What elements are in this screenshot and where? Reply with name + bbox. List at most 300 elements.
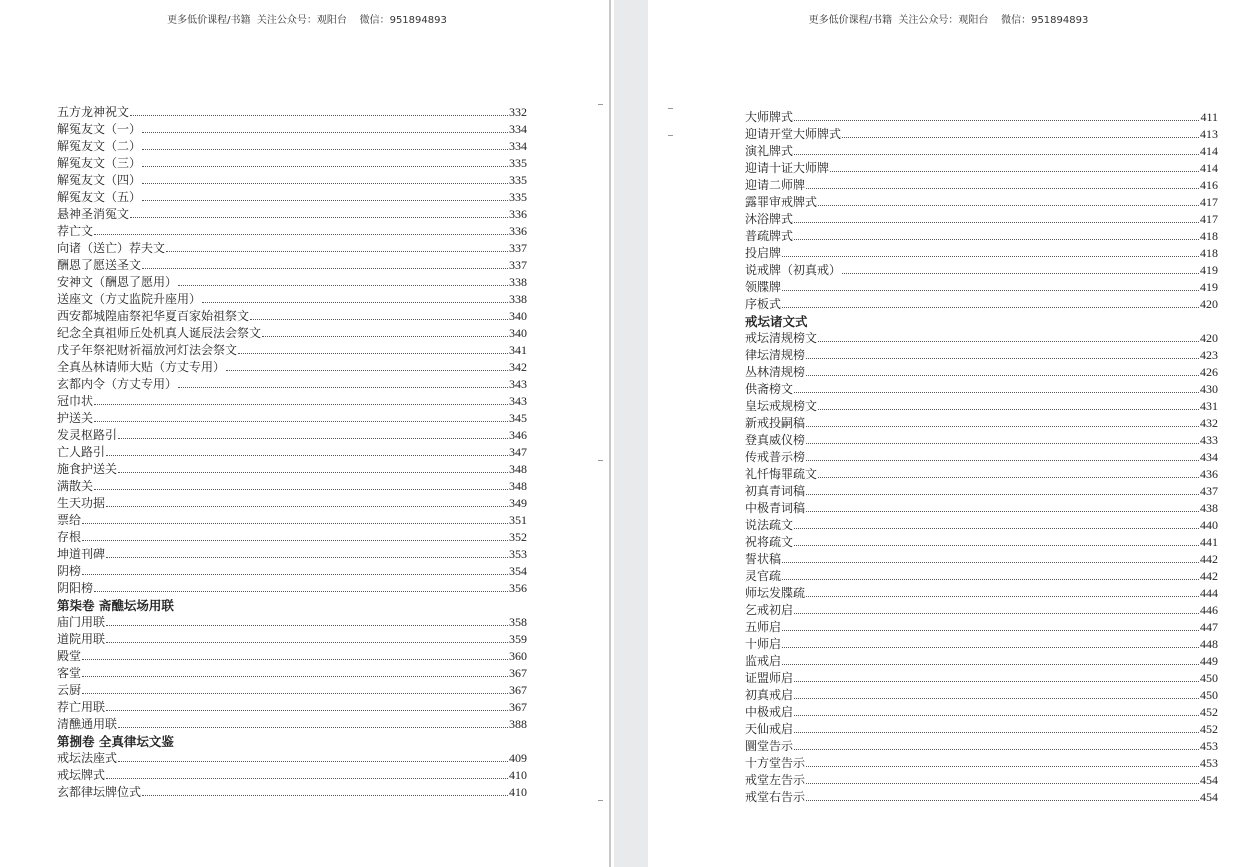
entry-page-number: 437 [1200, 484, 1218, 498]
scan-mark [598, 460, 603, 461]
toc-entry [745, 262, 1218, 279]
section-title: 第捌卷 全真律坛文鉴 [57, 734, 174, 749]
entry-title: 中极戒启 [745, 705, 794, 719]
dot-leader [82, 539, 508, 541]
entry-title: 玄都内令（方丈专用） [57, 377, 178, 391]
entry-page-number: 338 [509, 275, 527, 289]
entry-page-number: 359 [509, 632, 527, 646]
entry-page-number: 444 [1200, 586, 1218, 600]
entry-page-number: 420 [1200, 331, 1218, 345]
toc-entry [745, 517, 1218, 534]
entry-title: 十师启 [745, 637, 782, 651]
entry-title: 悬神圣消冤文 [57, 207, 130, 221]
entry-title: 迎请二师牌 [745, 178, 806, 192]
entry-title: 誓状稿 [745, 552, 782, 566]
dot-leader [818, 204, 1199, 206]
dot-leader [818, 408, 1199, 410]
toc-entry [57, 784, 527, 801]
dot-leader [238, 352, 508, 354]
entry-title: 庙门用联 [57, 615, 106, 629]
dot-leader [94, 590, 508, 592]
entry-page-number: 367 [509, 666, 527, 680]
entry-title: 道院用联 [57, 632, 106, 646]
toc-section-heading [57, 733, 527, 750]
entry-page-number: 337 [509, 241, 527, 255]
dot-leader [250, 318, 508, 320]
entry-title: 解冤友文（二） [57, 139, 142, 153]
entry-title: 满散关 [57, 479, 94, 493]
entry-page-number: 348 [509, 462, 527, 476]
entry-page-number: 349 [509, 496, 527, 510]
dot-leader [106, 556, 508, 558]
entry-page-number: 441 [1200, 535, 1218, 549]
toc-entry [745, 211, 1218, 228]
dot-leader [794, 221, 1199, 223]
entry-page-number: 413 [1200, 127, 1218, 141]
entry-title: 供斋榜文 [745, 382, 794, 396]
entry-title: 殿堂 [57, 649, 82, 663]
toc-entry [745, 432, 1218, 449]
entry-title: 戒坛清规榜文 [745, 331, 818, 345]
toc-entry [745, 636, 1218, 653]
entry-page-number: 341 [509, 343, 527, 357]
entry-page-number: 342 [509, 360, 527, 374]
toc-entry [57, 444, 527, 461]
dot-leader [82, 573, 508, 575]
entry-title: 冠巾状 [57, 394, 94, 408]
entry-title: 新戒投嗣稿 [745, 416, 806, 430]
toc-entry [57, 325, 527, 342]
dot-leader [82, 692, 508, 694]
entry-page-number: 450 [1200, 688, 1218, 702]
toc-entry [745, 687, 1218, 704]
toc-entry [745, 653, 1218, 670]
entry-page-number: 426 [1200, 365, 1218, 379]
entry-page-number: 388 [509, 717, 527, 731]
section-title: 戒坛诸文式 [745, 314, 808, 329]
toc-entry [57, 342, 527, 359]
entry-page-number: 440 [1200, 518, 1218, 532]
entry-title: 天仙戒启 [745, 722, 794, 736]
entry-page-number: 351 [509, 513, 527, 527]
toc-entry [745, 364, 1218, 381]
dot-leader [806, 187, 1199, 189]
dot-leader [106, 641, 508, 643]
dot-leader [782, 663, 1199, 665]
dot-leader [794, 238, 1199, 240]
entry-page-number: 410 [509, 785, 527, 799]
entry-page-number: 347 [509, 445, 527, 459]
dot-leader [262, 335, 508, 337]
entry-title: 师坛发牒疏 [745, 586, 806, 600]
entry-page-number: 348 [509, 479, 527, 493]
entry-page-number: 367 [509, 700, 527, 714]
dot-leader [106, 505, 508, 507]
entry-title: 西安都城隍庙祭祀华夏百家始祖祭文 [57, 309, 250, 323]
entry-title: 解冤友文（五） [57, 190, 142, 204]
entry-title: 礼忏悔罪疏文 [745, 467, 818, 481]
toc-entry [745, 551, 1218, 568]
toc-entry [57, 682, 527, 699]
dot-leader [794, 119, 1199, 121]
toc-entry [57, 274, 527, 291]
entry-title: 说戒牌（初真戒） [745, 263, 842, 277]
dot-leader [806, 493, 1199, 495]
dot-leader [106, 777, 508, 779]
dot-leader [94, 403, 508, 405]
entry-page-number: 346 [509, 428, 527, 442]
toc-entry [745, 398, 1218, 415]
entry-title: 解冤友文（一） [57, 122, 142, 136]
toc-entry [745, 143, 1218, 160]
dot-leader [82, 675, 508, 677]
entry-page-number: 360 [509, 649, 527, 663]
dot-leader [142, 131, 508, 133]
dot-leader [226, 369, 508, 371]
entry-page-number: 334 [509, 139, 527, 153]
entry-page-number: 418 [1200, 229, 1218, 243]
entry-page-number: 419 [1200, 280, 1218, 294]
entry-page-number: 410 [509, 768, 527, 782]
entry-page-number: 438 [1200, 501, 1218, 515]
toc-entry [745, 568, 1218, 585]
toc-list [57, 104, 527, 801]
page-gap [614, 0, 648, 867]
entry-page-number: 417 [1200, 195, 1218, 209]
toc-entry [57, 223, 527, 240]
entry-title: 护送关 [57, 411, 94, 425]
entry-page-number: 367 [509, 683, 527, 697]
toc-entry [57, 376, 527, 393]
dot-leader [118, 437, 508, 439]
toc-entry [745, 296, 1218, 313]
scan-mark [668, 108, 673, 109]
toc-entry [745, 721, 1218, 738]
toc-entry [57, 308, 527, 325]
dot-leader [142, 148, 508, 150]
dot-leader [806, 510, 1199, 512]
entry-page-number: 452 [1200, 705, 1218, 719]
dot-leader [106, 709, 508, 711]
dot-leader [806, 374, 1199, 376]
entry-page-number: 340 [509, 309, 527, 323]
dot-leader [842, 136, 1199, 138]
dot-leader [130, 114, 508, 116]
dot-leader [782, 289, 1199, 291]
toc-entry [745, 160, 1218, 177]
dot-leader [794, 612, 1199, 614]
toc-entry [57, 206, 527, 223]
toc-entry [57, 512, 527, 529]
toc-entry [57, 104, 527, 121]
entry-title: 领牒牌 [745, 280, 782, 294]
dot-leader [142, 165, 508, 167]
entry-page-number: 430 [1200, 382, 1218, 396]
toc-entry [745, 279, 1218, 296]
dot-leader [794, 544, 1199, 546]
toc-entry [745, 619, 1218, 636]
toc-entry [57, 461, 527, 478]
entry-page-number: 436 [1200, 467, 1218, 481]
toc-entry [57, 172, 527, 189]
dot-leader [106, 624, 508, 626]
dot-leader [106, 454, 508, 456]
entry-page-number: 418 [1200, 246, 1218, 260]
dot-leader [142, 182, 508, 184]
toc-list [745, 109, 1218, 806]
entry-title: 解冤友文（三） [57, 156, 142, 170]
dot-leader [806, 357, 1199, 359]
dot-leader [794, 153, 1199, 155]
dot-leader [806, 799, 1199, 801]
toc-entry [745, 194, 1218, 211]
dot-leader [794, 748, 1199, 750]
entry-title: 证盟师启 [745, 671, 794, 685]
section-title: 第柒卷 斋醮坛场用联 [57, 598, 174, 613]
toc-entry [57, 257, 527, 274]
dot-leader [806, 765, 1199, 767]
scan-mark [668, 135, 673, 136]
entry-page-number: 352 [509, 530, 527, 544]
dot-leader [806, 782, 1199, 784]
entry-page-number: 354 [509, 564, 527, 578]
toc-entry [57, 546, 527, 563]
toc-entry [745, 245, 1218, 262]
entry-page-number: 332 [509, 105, 527, 119]
entry-title: 十方堂告示 [745, 756, 806, 770]
toc-entry [57, 155, 527, 172]
dot-leader [806, 425, 1199, 427]
toc-entry [745, 177, 1218, 194]
entry-page-number: 423 [1200, 348, 1218, 362]
entry-page-number: 434 [1200, 450, 1218, 464]
entry-page-number: 417 [1200, 212, 1218, 226]
entry-page-number: 409 [509, 751, 527, 765]
toc-entry [745, 755, 1218, 772]
toc-entry [57, 291, 527, 308]
entry-page-number: 433 [1200, 433, 1218, 447]
toc-entry [57, 648, 527, 665]
dot-leader [818, 340, 1199, 342]
page-header: 更多低价课程/书籍 关注公众号：观阳台 微信：951894893 [808, 15, 1089, 26]
scan-mark [598, 800, 603, 801]
scan-mark [598, 104, 603, 105]
toc-entry [57, 189, 527, 206]
toc-entry [745, 466, 1218, 483]
toc-entry [57, 767, 527, 784]
entry-title: 阴阳榜 [57, 581, 94, 595]
entry-title: 票给 [57, 513, 82, 527]
dot-leader [94, 233, 508, 235]
entry-title: 普疏牌式 [745, 229, 794, 243]
toc-entry [57, 699, 527, 716]
toc-entry [57, 495, 527, 512]
entry-page-number: 449 [1200, 654, 1218, 668]
entry-page-number: 335 [509, 173, 527, 187]
entry-page-number: 335 [509, 190, 527, 204]
dot-leader [166, 250, 508, 252]
entry-title: 乞戒初启 [745, 603, 794, 617]
entry-title: 序板式 [745, 297, 782, 311]
entry-title: 解冤友文（四） [57, 173, 142, 187]
dot-leader [94, 420, 508, 422]
entry-title: 戊子年祭祀财祈福放河灯法会祭文 [57, 343, 238, 357]
entry-page-number: 338 [509, 292, 527, 306]
dot-leader [94, 488, 508, 490]
entry-page-number: 447 [1200, 620, 1218, 634]
entry-page-number: 416 [1200, 178, 1218, 192]
toc-entry [57, 427, 527, 444]
entry-page-number: 419 [1200, 263, 1218, 277]
dot-leader [806, 595, 1199, 597]
entry-title: 中极青词稿 [745, 501, 806, 515]
dot-leader [794, 697, 1199, 699]
dot-leader [794, 680, 1199, 682]
entry-title: 施食护送关 [57, 462, 118, 476]
entry-page-number: 454 [1200, 790, 1218, 804]
dot-leader [806, 442, 1199, 444]
toc-entry [57, 138, 527, 155]
toc-entry [745, 534, 1218, 551]
toc-entry [745, 602, 1218, 619]
entry-title: 清醮通用联 [57, 717, 118, 731]
toc-entry [745, 347, 1218, 364]
dot-leader [782, 561, 1199, 563]
dot-leader [82, 522, 508, 524]
toc-entry [745, 483, 1218, 500]
dot-leader [782, 629, 1199, 631]
entry-title: 安神文（酬恩了愿用） [57, 275, 178, 289]
toc-entry [57, 614, 527, 631]
entry-page-number: 450 [1200, 671, 1218, 685]
entry-page-number: 358 [509, 615, 527, 629]
entry-page-number: 452 [1200, 722, 1218, 736]
entry-title: 戒堂左告示 [745, 773, 806, 787]
entry-title: 向诸（送亡）荐夫文 [57, 241, 166, 255]
toc-entry [745, 585, 1218, 602]
page-header: 更多低价课程/书籍 关注公众号：观阳台 微信：951894893 [167, 15, 447, 26]
entry-page-number: 353 [509, 547, 527, 561]
toc-entry [745, 772, 1218, 789]
dot-leader [782, 646, 1199, 648]
entry-title: 祝将疏文 [745, 535, 794, 549]
dot-leader [178, 284, 508, 286]
entry-title: 律坛清规榜 [745, 348, 806, 362]
dot-leader [142, 267, 508, 269]
entry-title: 坤道刊碑 [57, 547, 106, 561]
entry-title: 荐亡文 [57, 224, 94, 238]
dot-leader [794, 527, 1199, 529]
entry-title: 酬恩了愿送圣文 [57, 258, 142, 272]
entry-title: 客堂 [57, 666, 82, 680]
toc-section-heading [745, 313, 1218, 330]
dot-leader [794, 714, 1199, 716]
entry-title: 初真戒启 [745, 688, 794, 702]
toc-entry [57, 478, 527, 495]
entry-page-number: 335 [509, 156, 527, 170]
toc-entry [745, 670, 1218, 687]
entry-page-number: 454 [1200, 773, 1218, 787]
dot-leader [782, 255, 1199, 257]
entry-title: 灵官疏 [745, 569, 782, 583]
left-page [0, 0, 614, 867]
entry-title: 戒堂右告示 [745, 790, 806, 804]
toc-entry [57, 716, 527, 733]
entry-title: 大师牌式 [745, 110, 794, 124]
toc-entry [57, 240, 527, 257]
entry-title: 存根 [57, 530, 82, 544]
entry-page-number: 432 [1200, 416, 1218, 430]
entry-page-number: 442 [1200, 569, 1218, 583]
dot-leader [830, 170, 1199, 172]
entry-title: 演礼牌式 [745, 144, 794, 158]
toc-entry [745, 415, 1218, 432]
toc-entry [57, 393, 527, 410]
entry-title: 纪念全真祖师丘处机真人诞辰法会祭文 [57, 326, 262, 340]
entry-page-number: 448 [1200, 637, 1218, 651]
entry-title: 五方龙神祝文 [57, 105, 130, 119]
toc-entry [745, 789, 1218, 806]
entry-title: 全真丛林请师大贴（方丈专用） [57, 360, 226, 374]
entry-page-number: 336 [509, 207, 527, 221]
toc-entry [57, 121, 527, 138]
entry-title: 送座文（方丈监院升座用） [57, 292, 202, 306]
entry-page-number: 411 [1200, 110, 1218, 124]
dot-leader [806, 459, 1199, 461]
dot-leader [794, 731, 1199, 733]
toc-entry [57, 631, 527, 648]
dot-leader [794, 391, 1199, 393]
entry-title: 云厨 [57, 683, 82, 697]
dot-leader [782, 306, 1199, 308]
dot-leader [118, 726, 508, 728]
entry-title: 迎请开堂大师牌式 [745, 127, 842, 141]
entry-page-number: 442 [1200, 552, 1218, 566]
right-page [648, 0, 1249, 867]
entry-title: 发灵枢路引 [57, 428, 118, 442]
entry-page-number: 446 [1200, 603, 1218, 617]
toc-entry [745, 500, 1218, 517]
toc-entry [745, 330, 1218, 347]
dot-leader [818, 476, 1199, 478]
entry-title: 传戒普示榜 [745, 450, 806, 464]
entry-page-number: 343 [509, 394, 527, 408]
dot-leader [202, 301, 508, 303]
entry-title: 登真威仪榜 [745, 433, 806, 447]
entry-page-number: 336 [509, 224, 527, 238]
toc-entry [57, 410, 527, 427]
toc-entry [745, 381, 1218, 398]
dot-leader [178, 386, 508, 388]
dot-leader [130, 216, 508, 218]
entry-title: 初真青词稿 [745, 484, 806, 498]
entry-title: 戒坛牌式 [57, 768, 106, 782]
toc-entry [745, 449, 1218, 466]
toc-entry [57, 359, 527, 376]
entry-title: 沐浴牌式 [745, 212, 794, 226]
entry-title: 五师启 [745, 620, 782, 634]
entry-page-number: 356 [509, 581, 527, 595]
entry-title: 投启牌 [745, 246, 782, 260]
dot-leader [142, 199, 508, 201]
entry-page-number: 334 [509, 122, 527, 136]
entry-title: 露罪审戒牌式 [745, 195, 818, 209]
toc-entry [57, 580, 527, 597]
dot-leader [118, 471, 508, 473]
entry-title: 迎请十证大师牌 [745, 161, 830, 175]
entry-page-number: 453 [1200, 756, 1218, 770]
toc-entry [57, 529, 527, 546]
